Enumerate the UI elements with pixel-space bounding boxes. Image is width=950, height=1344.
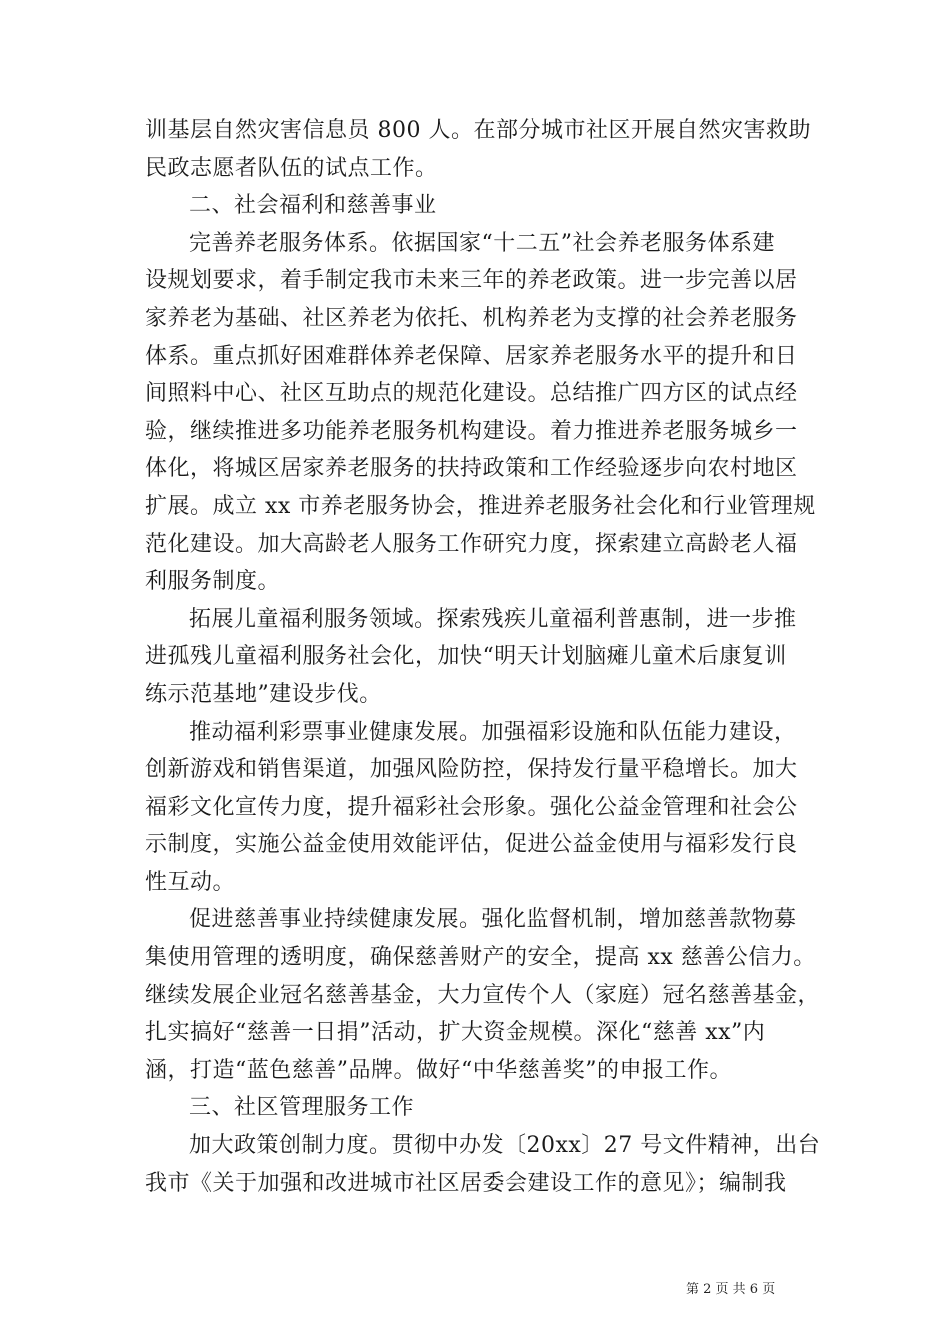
text-line: 性互动。	[145, 869, 236, 895]
text-lines	[145, 112, 821, 1202]
text-line: 完善养老服务体系。依据国家“十二五”社会养老服务体系建	[189, 230, 775, 256]
text-line: 体化，将城区居家养老服务的扶持政策和工作经验逐步向农村地区	[145, 456, 798, 482]
text-line: 集使用管理的透明度，确保慈善财产的安全，提高 xx 慈善公信力。	[145, 945, 816, 971]
text-line: 我市《关于加强和改进城市社区居委会建设工作的意见》；编制我	[145, 1170, 787, 1196]
text-line: 加大政策创制力度。贯彻中办发〔20xx〕27 号文件精神，出台	[189, 1133, 821, 1159]
text-line: 进孤残儿童福利服务社会化，加快“明天计划脑瘫儿童术后康复训	[145, 644, 787, 670]
page-number-footer: 第 2 页 共 6 页	[686, 1282, 776, 1297]
text-line: 创新游戏和销售渠道，加强风险防控，保持发行量平稳增长。加大	[145, 757, 798, 783]
text-line: 拓展儿童福利服务领域。探索残疾儿童福利普惠制，进一步推	[189, 606, 797, 632]
text-line: 验，继续推进多功能养老服务机构建设。着力推进养老服务城乡一	[145, 418, 798, 444]
text-line: 福彩文化宣传力度，提升福彩社会形象。强化公益金管理和社会公	[145, 794, 798, 820]
text-line: 推动福利彩票事业健康发展。加强福彩设施和队伍能力建设，	[189, 719, 797, 745]
text-line: 扎实搞好“慈善一日捐”活动，扩大资金规模。深化“慈善 xx”内	[145, 1020, 766, 1046]
text-line: 家养老为基础、社区养老为依托、机构养老为支撑的社会养老服务	[145, 305, 798, 331]
text-line: 设规划要求，着手制定我市未来三年的养老政策。进一步完善以居	[145, 268, 798, 294]
document-body	[145, 112, 821, 1202]
text-line: 练示范基地”建设步伐。	[145, 681, 382, 707]
text-line: 扩展。成立 xx 市养老服务协会，推进养老服务社会化和行业管理规	[145, 493, 816, 519]
text-line: 民政志愿者队伍的试点工作。	[145, 155, 438, 181]
text-line: 利服务制度。	[145, 569, 281, 595]
text-line: 涵，打造“蓝色慈善”品牌。做好“中华慈善奖”的申报工作。	[145, 1057, 732, 1083]
text-line: 范化建设。加大高龄老人服务工作研究力度，探索建立高龄老人福	[145, 531, 798, 557]
text-line: 三、社区管理服务工作	[189, 1095, 415, 1121]
text-line: 间照料中心、社区互助点的规范化建设。总结推广四方区的试点经	[145, 381, 798, 407]
text-line: 示制度，实施公益金使用效能评估，促进公益金使用与福彩发行良	[145, 832, 798, 858]
text-line: 促进慈善事业持续健康发展。强化监督机制，增加慈善款物募	[189, 907, 797, 933]
text-line: 二、社会福利和慈善事业	[189, 193, 437, 219]
text-line: 训基层自然灾害信息员 800 人。在部分城市社区开展自然灾害救助	[145, 118, 811, 143]
text-line: 体系。重点抓好困难群体养老保障、居家养老服务水平的提升和日	[145, 343, 798, 369]
text-line: 继续发展企业冠名慈善基金，大力宣传个人（家庭）冠名慈善基金，	[145, 982, 821, 1008]
